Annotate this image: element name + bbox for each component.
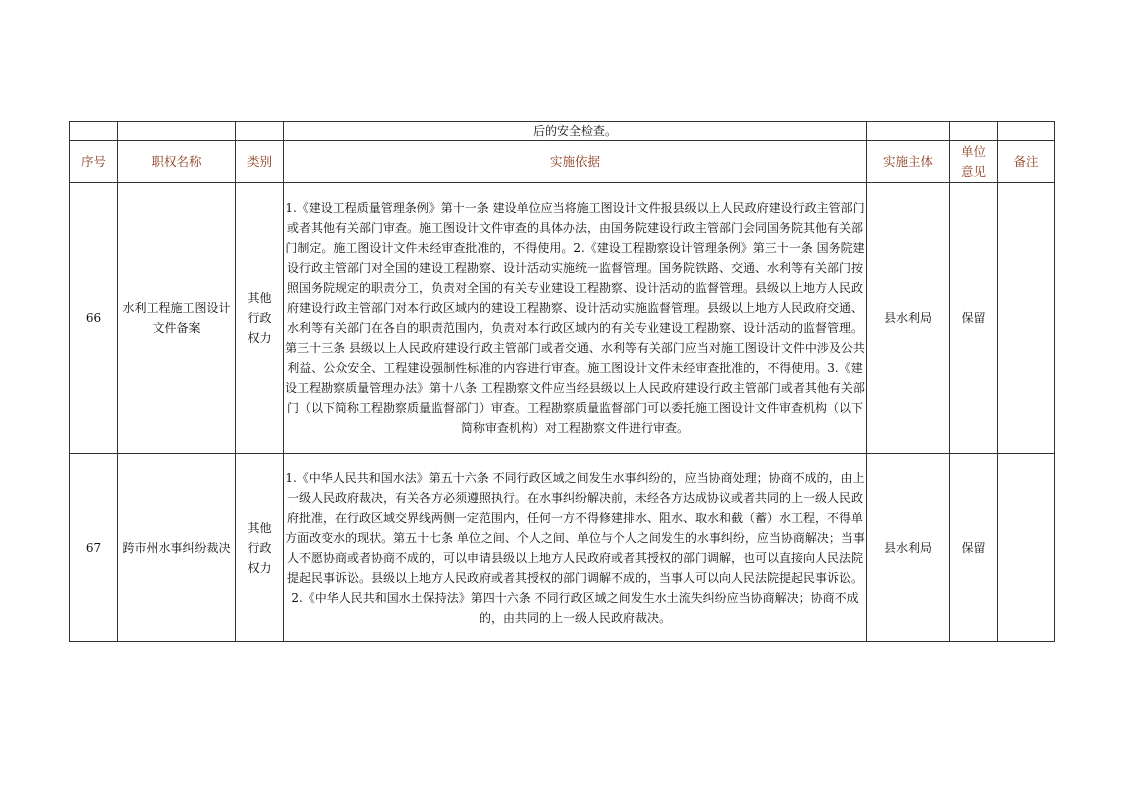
header-row (70, 141, 1055, 183)
row-opinion: 保留 (950, 454, 998, 642)
row-category-text: 其他行政权力 (247, 291, 272, 345)
header-category: 类别 (236, 141, 284, 183)
cell-empty (236, 122, 284, 141)
header-opinion-text: 单位意见 (960, 143, 986, 179)
table-row (70, 183, 1055, 454)
header-name: 职权名称 (118, 141, 236, 183)
header-remark: 备注 (998, 141, 1055, 183)
row-name: 跨市州水事纠纷裁决 (118, 454, 236, 642)
row-subject: 县水利局 (867, 183, 950, 454)
cell-empty (118, 122, 236, 141)
row-basis: 1.《中华人民共和国水法》第五十六条 不同行政区域之间发生水事纠纷的，应当协商处理；协商不成的，由上一级人民政府裁决，有关各方必须遵照执行。在水事纠纷解决前，未经各方达成协议或者共同的上一级人民政府批准，在行政区域交界线两侧一定范围内，任何一方不得修建排水、阻水、取水和截（蓄）水工程，不得单方面改变水的现状。第五十七条 单位之间、个人之间、单位与个人之间发生的水事纠纷，应当协商解决；当事人不愿协商或者协商不成的，可以申请县级以上地方人民政府或者其授权的部门调解，也可以直接向人民法院提起民事诉讼。县级以上地方人民政府或者其授权的部门调解不成的，当事人可以向人民法院提起民事诉讼。 2.《中华人民共和国水土保持法》第四十六条 不同行政区域之间发生水土流失纠纷应当协商解决；协商不成的，由共同的上一级人民政府裁决。 (284, 454, 867, 642)
continuation-text: 后的安全检查。 (284, 122, 867, 141)
powers-table (69, 121, 1055, 642)
cell-empty (70, 122, 118, 141)
header-subject: 实施主体 (867, 141, 950, 183)
cell-empty (867, 122, 950, 141)
row-opinion: 保留 (950, 183, 998, 454)
row-subject: 县水利局 (867, 454, 950, 642)
table-row (70, 454, 1055, 642)
header-basis: 实施依据 (284, 141, 867, 183)
row-remark (998, 183, 1055, 454)
row-remark (998, 454, 1055, 642)
cell-empty (950, 122, 998, 141)
header-opinion (950, 141, 998, 183)
row-name: 水利工程施工图设计文件备案 (118, 183, 236, 454)
continuation-row (70, 122, 1055, 141)
row-category (236, 454, 284, 642)
cell-empty (998, 122, 1055, 141)
row-category (236, 183, 284, 454)
row-basis: 1.《建设工程质量管理条例》第十一条 建设单位应当将施工图设计文件报县级以上人民政府建设行政主管部门或者其他有关部门审查。施工图设计文件审查的具体办法，由国务院建设行政主管部门会同国务院其他有关部门制定。施工图设计文件未经审查批准的，不得使用。2.《建设工程勘察设计管理条例》第三十一条 国务院建设行政主管部门对全国的建设工程勘察、设计活动实施统一监督管理。国务院铁路、交通、水利等有关部门按照国务院规定的职责分工，负责对全国的有关专业建设工程勘察、设计活动的监督管理。县级以上地方人民政府建设行政主管部门对本行政区域内的建设工程勘察、设计活动实施监督管理。县级以上地方人民政府交通、水利等有关部门在各自的职责范围内，负责对本行政区域内的有关专业建设工程勘察、设计活动的监督管理。第三十三条 县级以上人民政府建设行政主管部门或者交通、水利等有关部门应当对施工图设计文件中涉及公共利益、公众安全、工程建设强制性标准的内容进行审查。施工图设计文件未经审查批准的，不得使用。3.《建设工程勘察质量管理办法》第十八条 工程勘察文件应当经县级以上人民政府建设行政主管部门或者其他有关部门（以下简称工程勘察质量监督部门）审查。工程勘察质量监督部门可以委托施工图设计文件审查机构（以下简称审查机构）对工程勘察文件进行审查。 (284, 183, 867, 454)
row-seq: 67 (70, 454, 118, 642)
row-category-text: 其他行政权力 (247, 520, 272, 575)
row-seq: 66 (70, 183, 118, 454)
header-seq: 序号 (70, 141, 118, 183)
